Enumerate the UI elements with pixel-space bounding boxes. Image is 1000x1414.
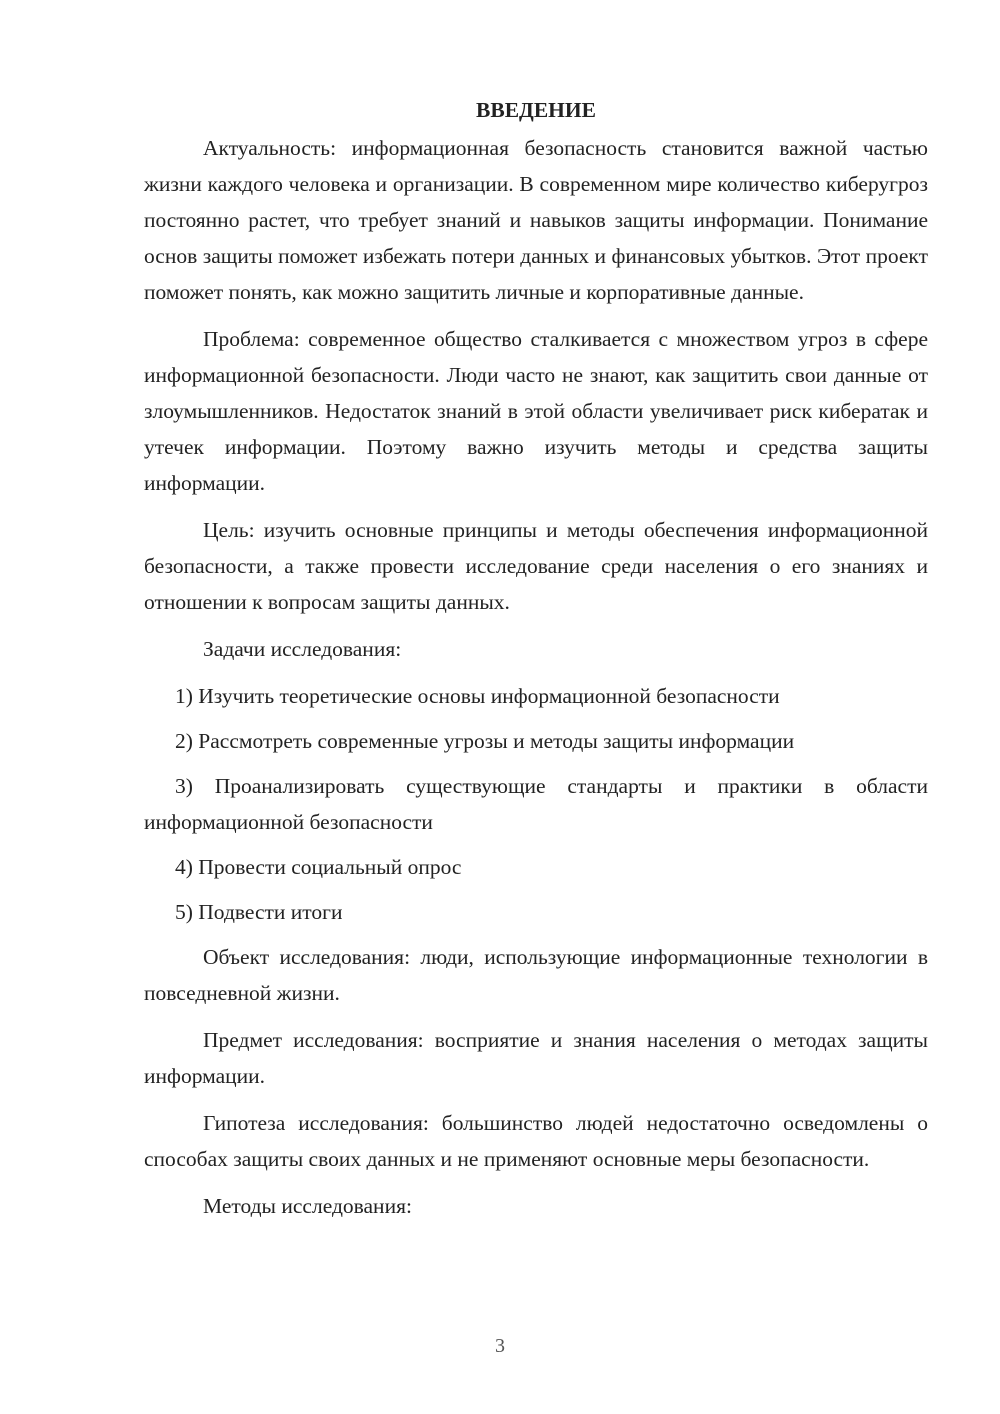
- subject-paragraph: Предмет исследования: восприятие и знания населения о методах защиты информации.: [144, 1028, 928, 1088]
- object-paragraph: Объект исследования: люди, использующие информационные технологии в повседневной жизни.: [144, 945, 928, 1005]
- hypothesis-paragraph: Гипотеза исследования: большинство людей недостаточно осведомлены о способах защиты своих данных и не применяют основные меры безопасности.: [144, 1111, 928, 1171]
- page-number: 3: [495, 1335, 505, 1357]
- task-item: 3) Проанализировать существующие стандарты и практики в области информационной безопасности: [144, 774, 928, 834]
- tasks-heading: Задачи исследования:: [203, 637, 402, 661]
- document-body: [144, 92, 928, 1235]
- relevance-paragraph: Актуальность: информационная безопасность становится важной частью жизни каждого человека и организации. В современном мире количество киберугроз постоянно растет, что требует знаний и навыков защиты информации. Понимание основ защиты поможет избежать потери данных и финансовых убытков. Этот проект поможет понять, как можно защитить личные и корпоративные данные.: [144, 136, 928, 304]
- methods-heading: Методы исследования:: [203, 1194, 412, 1218]
- task-item: 1) Изучить теоретические основы информационной безопасности: [175, 684, 780, 708]
- tasks-list: [144, 678, 928, 930]
- section-title: ВВЕДЕНИЕ: [476, 98, 596, 122]
- task-item: 5) Подвести итоги: [175, 900, 343, 924]
- problem-paragraph: Проблема: современное общество сталкивается с множеством угроз в сфере информационной безопасности. Люди часто не знают, как защитить свои данные от злоумышленников. Недостаток знаний в этой области увеличивает риск кибератак и утечек информации. Поэтому важно изучить методы и средства защиты информации.: [144, 327, 928, 495]
- task-item: 2) Рассмотреть современные угрозы и методы защиты информации: [175, 729, 795, 753]
- goal-paragraph: Цель: изучить основные принципы и методы обеспечения информационной безопасности, а также провести исследование среди населения о его знаниях и отношении к вопросам защиты данных.: [144, 518, 928, 614]
- task-item: 4) Провести социальный опрос: [175, 855, 462, 879]
